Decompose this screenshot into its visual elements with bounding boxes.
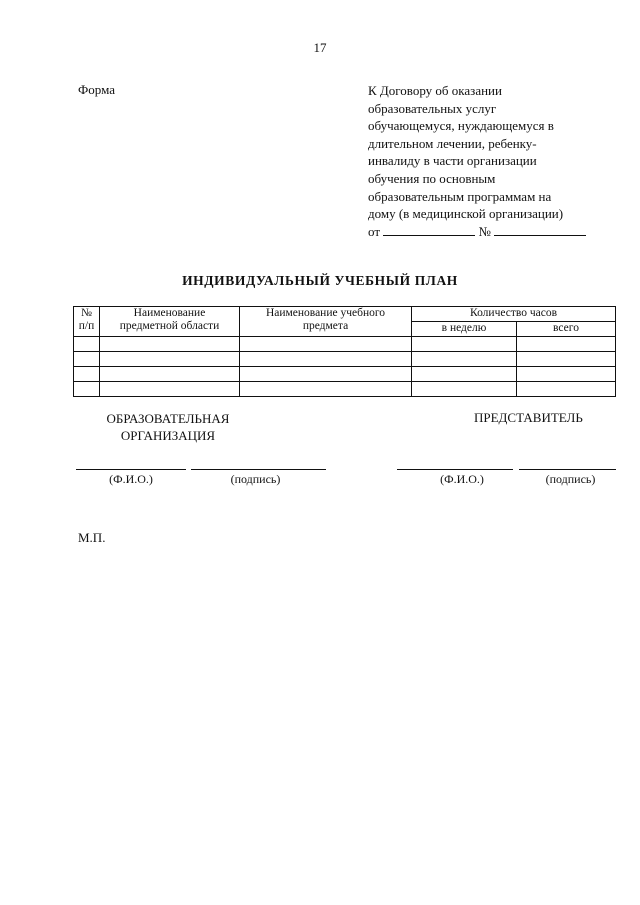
table-cell[interactable] [412,382,517,397]
col-area-line2: предметной области [119,320,220,332]
table-row [74,382,616,397]
table-row [74,337,616,352]
stamp-place-label: М.П. [78,530,106,545]
table-cell[interactable] [240,382,412,397]
number-blank-field[interactable] [494,223,586,236]
rep-fio-line[interactable] [397,469,513,470]
document-title: ИНДИВИДУАЛЬНЫЙ УЧЕБНЫЙ ПЛАН [182,273,458,288]
table-header-row [74,307,616,322]
col-area-line1: Наименование [133,307,206,319]
attachment-line: К Договору об оказании [368,83,502,98]
table-cell[interactable] [517,382,616,397]
table-cell[interactable] [100,382,240,397]
col-number-line2: п/п [78,320,95,332]
number-sign: № [478,223,491,239]
table-cell[interactable] [240,337,412,352]
table-cell[interactable] [74,352,100,367]
table-cell[interactable] [412,367,517,382]
rep-signature-caption: (подпись) [545,472,596,486]
rep-fio-caption: (Ф.И.О.) [440,472,484,486]
date-blank-field[interactable] [383,223,475,236]
attachment-line: обучающемуся, нуждающемуся в [368,118,554,134]
representative-label: ПРЕДСТАВИТЕЛЬ [474,410,583,425]
table-cell[interactable] [412,352,517,367]
col-total-header: всего [517,322,616,337]
attachment-line: образовательных услуг [368,100,497,116]
contract-date-line [368,223,618,241]
org-signature-line[interactable] [191,469,326,470]
org-signature-caption: (подпись) [230,472,281,486]
table-cell[interactable] [517,367,616,382]
table-cell[interactable] [100,367,240,382]
table-cell[interactable] [240,352,412,367]
attachment-line: инвалиду в части организации [368,153,537,169]
col-number-header [74,307,100,337]
table-cell[interactable] [100,337,240,352]
table-cell[interactable] [240,367,412,382]
table-cell[interactable] [517,337,616,352]
organization-label-line2: ОРГАНИЗАЦИЯ [120,428,216,443]
attachment-line: образовательным программам на [368,188,552,204]
col-number-line1: № [81,307,92,319]
col-subject-header [240,307,412,337]
table-row [74,367,616,382]
date-prefix: от [368,223,381,239]
page-number: 17 [313,40,327,55]
col-area-header [100,307,240,337]
table-cell[interactable] [517,352,616,367]
col-hours-header: Количество часов [412,307,616,322]
form-label: Форма [78,82,115,97]
col-week-header: в неделю [412,322,517,337]
org-fio-caption: (Ф.И.О.) [109,472,153,486]
table-cell[interactable] [74,382,100,397]
col-subject-line1: Наименование учебного [265,307,386,319]
rep-signature-line[interactable] [519,469,616,470]
organization-label [98,410,238,444]
table-cell[interactable] [412,337,517,352]
organization-label-line1: ОБРАЗОВАТЕЛЬНАЯ [106,411,230,426]
table-row [74,352,616,367]
table-cell[interactable] [74,337,100,352]
table-cell[interactable] [100,352,240,367]
attachment-note [368,82,618,240]
attachment-line: длительном лечении, ребенку- [368,135,537,151]
study-plan-table [73,306,616,397]
col-subject-line2: предмета [302,320,349,332]
table-cell[interactable] [74,367,100,382]
attachment-line: дому (в медицинской организации) [368,206,564,222]
org-fio-line[interactable] [76,469,186,470]
attachment-line: обучения по основным [368,170,496,186]
